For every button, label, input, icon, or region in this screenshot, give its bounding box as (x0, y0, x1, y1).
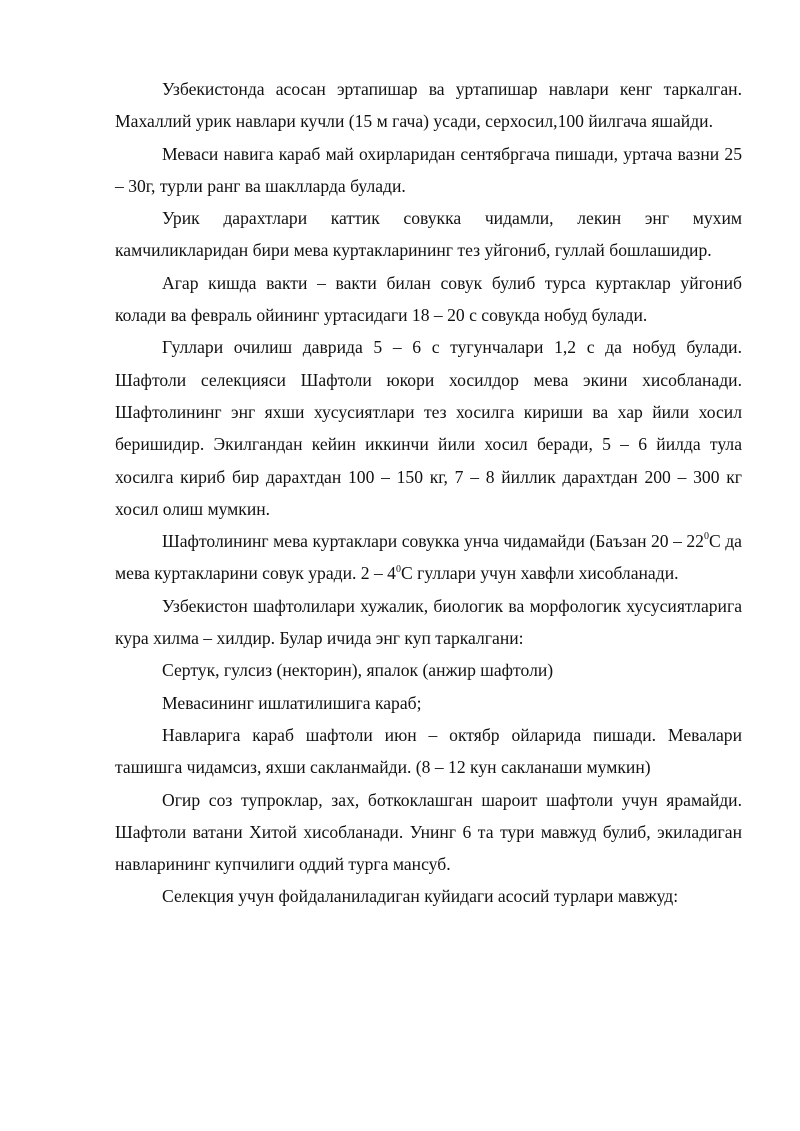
paragraph-apricot-varieties: Узбекистонда асосан эртапишар ва уртапишар навлари кенг таркалган. Махаллий урик навлари кучли (15 м гача) усади, серхосил,100 йилгача яшайди. (115, 79, 742, 132)
paragraph-peach-types: Сертук, гулсиз (некторин), япалок (анжир шафтоли) (162, 660, 554, 681)
paragraph-frost-resistance: Урик дарахтлари каттик совукка чидамли, лекин энг мухим камчиликларидан бири мева куртакларининг тез уйгониб, гуллай бошлашидир. (115, 208, 742, 261)
paragraph-peach-selection: Гуллари очилиш даврида 5 – 6 с тугунчалари 1,2 с да нобуд булади. Шафтоли селекцияси Шафтоли юкори хосилдор мева экини хисобланади. Шафтолининг энг яхши хусусиятлари тез хосилга кириши ва хар йили хосил беришидир. Экилгандан кейин иккинчи йили хосил беради, 5 – 6 йилда тула хосилга кириб бир дарахтдан 100 – 150 кг, 7 – 8 йиллик дарахтдан 200 – 300 кг хосил олиш мумкин. (115, 337, 742, 519)
paragraph-soil-origin: Огир соз тупроклар, зах, боткоклашган шароит шафтоли учун ярамайди. Шафтоли ватани Хитой хисобланади. Унинг 6 та тури мавжуд булиб, экиладиган навларининг купчилиги оддий турга мансуб. (115, 789, 742, 875)
peach-frost-text-1: Шафтолининг мева куртаклари совукка унча чидамайди (Баъзан 20 – 22 (162, 531, 704, 552)
paragraph-fruit-ripening: Меваси навига караб май охирларидан сентябргача пишади, уртача вазни 25 – 30г, турли ранг ва шаклларда булади. (115, 143, 742, 196)
peach-frost-text-3: С гуллари учун хавфли хисобланади. (400, 563, 679, 584)
paragraph-ripening-storage: Навларига караб шафтоли июн – октябр ойларида пишади. Мевалари ташишга чидамсиз, яхши сакланмайди. (8 – 12 кун сакланаши мумкин) (115, 724, 742, 778)
paragraph-peach-diversity: Узбекистон шафтолилари хужалик, биологик ва морфологик хусусиятларига кура хилма – хилдир. Булар ичида энг куп таркалгани: (115, 595, 742, 649)
paragraph-peach-frost (115, 525, 742, 590)
degree-superscript-2: 0 (395, 563, 401, 575)
document-body (115, 73, 742, 913)
peach-frost-text-2: С да мева куртакларини совук уради. 2 – 4 (115, 531, 742, 584)
paragraph-selection-species: Селекция учун фойдаланиладиган куйидаги асосий турлари мавжуд: (162, 886, 679, 907)
paragraph-winter-buds: Агар кишда вакти – вакти билан совук булиб турса куртаклар уйгониб колади ва февраль ойининг уртасидаги 18 – 20 с совукда нобуд булади. (115, 272, 742, 326)
paragraph-fruit-usage: Мевасининг ишлатилишига караб; (162, 692, 422, 713)
degree-superscript-1: 0 (703, 531, 709, 543)
